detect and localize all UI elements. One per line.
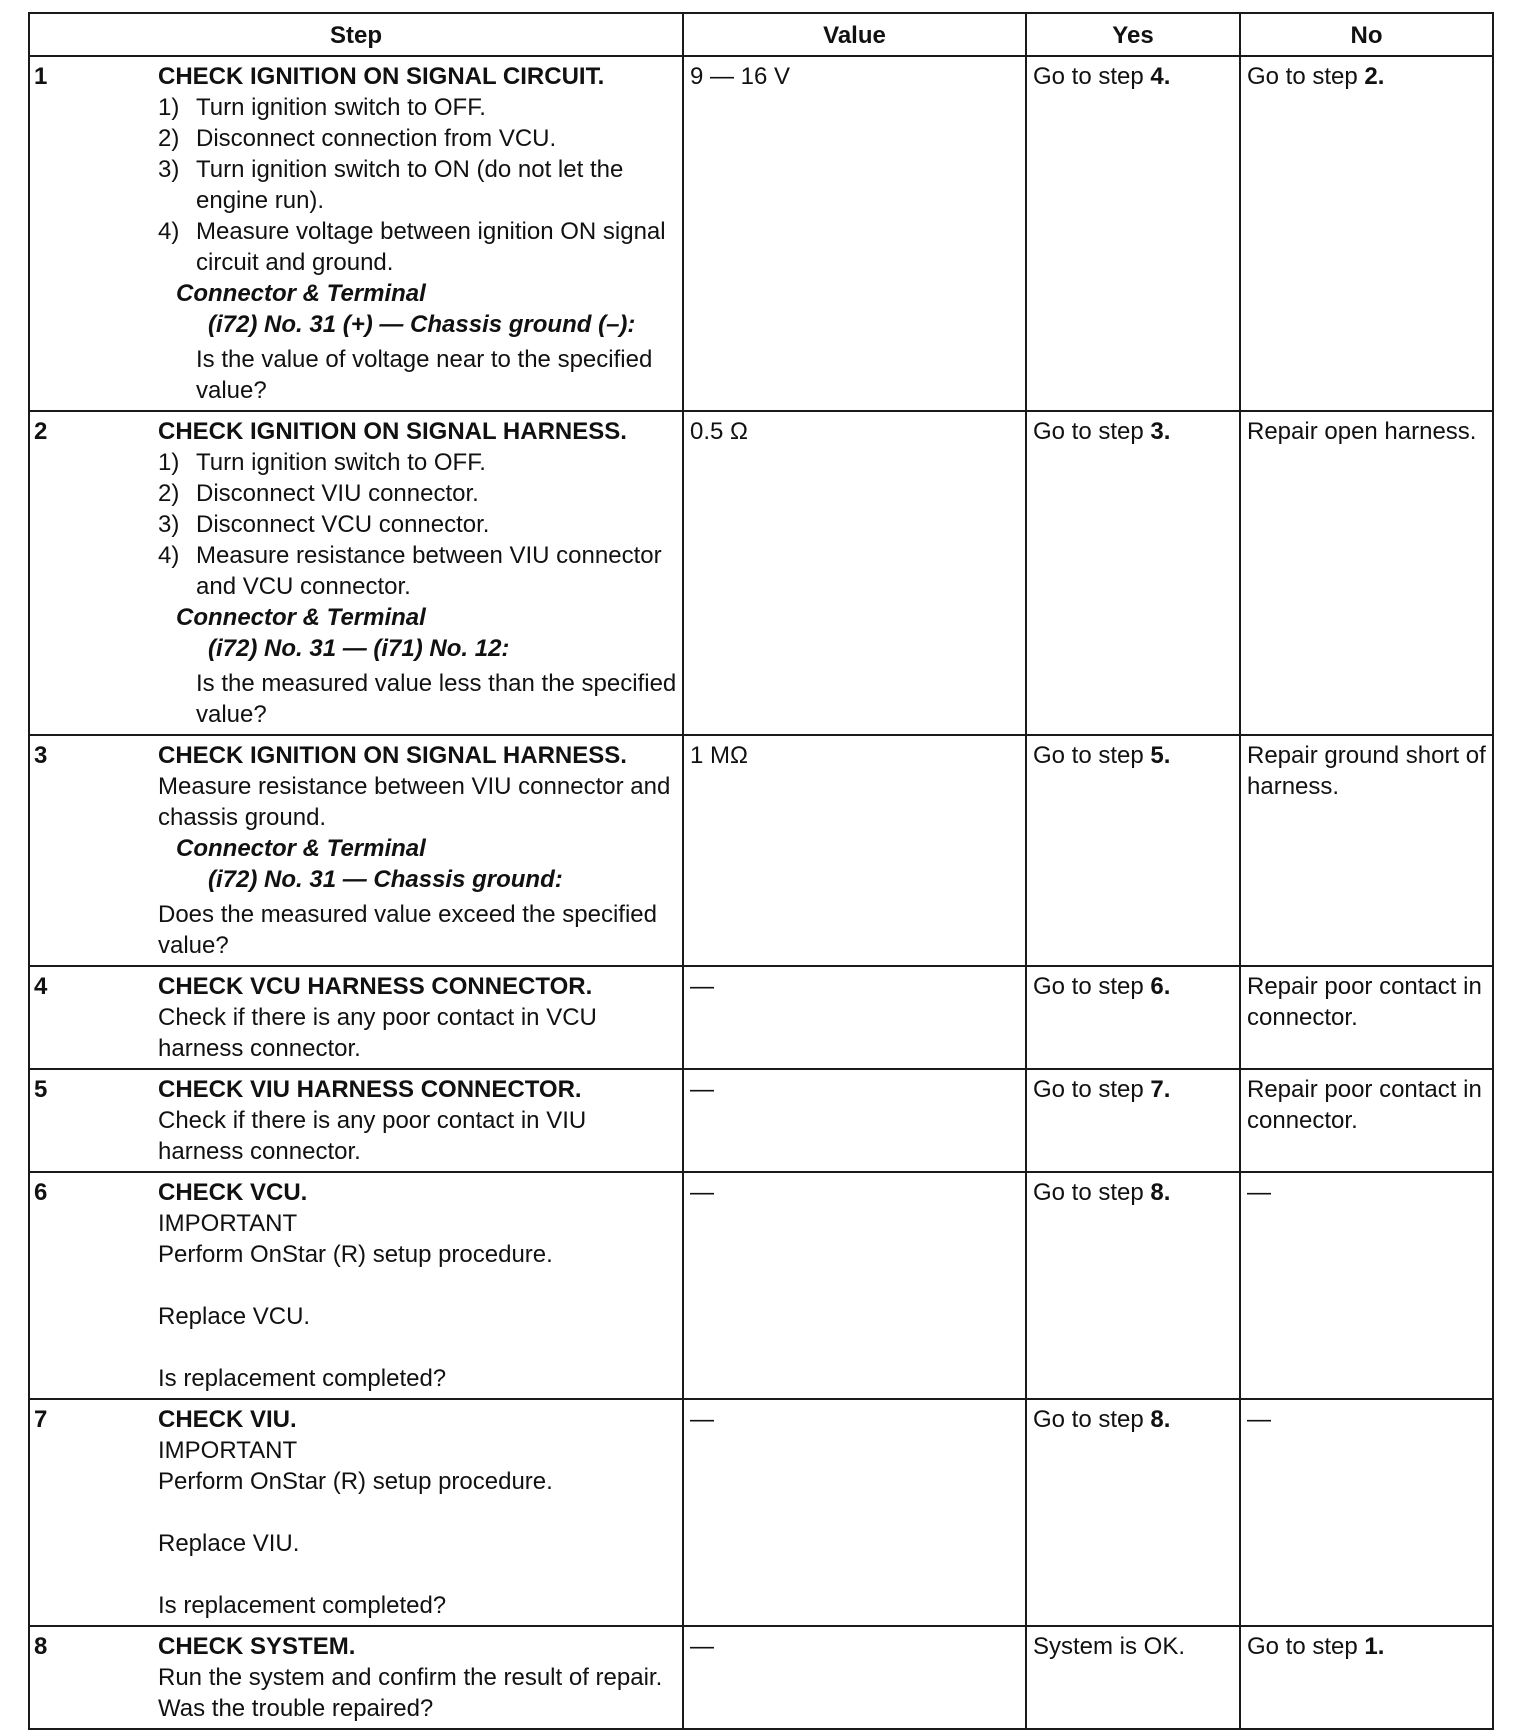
no-text: Repair poor contact in connector.: [1247, 973, 1482, 1031]
substep-text: Turn ignition switch to ON (do not let the engine run).: [196, 156, 624, 214]
no-text: —: [1247, 1179, 1271, 1206]
no-cell: [1240, 1626, 1493, 1729]
value-cell: 0.5 Ω: [683, 411, 1026, 735]
yes-step-ref: 3.: [1150, 418, 1171, 445]
substep-text: Measure voltage between ignition ON signal circuit and ground.: [196, 218, 666, 276]
substep-text: Turn ignition switch to OFF.: [196, 449, 486, 476]
substep: [158, 478, 678, 509]
no-text: Go to step: [1247, 63, 1365, 90]
step-line: Replace VIU.: [158, 1530, 300, 1557]
step-title: CHECK VIU.: [158, 1406, 297, 1433]
diagnostic-procedure-sheet: [28, 12, 1492, 1730]
substep-text: Disconnect connection from VCU.: [196, 125, 557, 152]
substep-number: 4): [158, 218, 180, 245]
table-row: [29, 735, 1493, 966]
step-line: Perform OnStar (R) setup procedure.: [158, 1241, 553, 1268]
connector-terminal-label: Connector & Terminal: [176, 835, 426, 862]
step-number: 8: [34, 1633, 48, 1660]
step-body: [158, 1404, 678, 1621]
no-cell: [1240, 1172, 1493, 1399]
step-number: 2: [34, 418, 48, 445]
step-question: Is the value of voltage near to the specified value?: [196, 346, 653, 404]
yes-text: Go to step: [1033, 1179, 1151, 1206]
no-text: Repair poor contact in connector.: [1247, 1076, 1482, 1134]
header-no: No: [1240, 13, 1493, 56]
step-body: [158, 61, 678, 406]
no-cell: [1240, 966, 1493, 1069]
step-title: CHECK VCU.: [158, 1179, 308, 1206]
connector-terminal-value: (i72) No. 31 — Chassis ground:: [208, 866, 563, 893]
step-title: CHECK IGNITION ON SIGNAL CIRCUIT.: [158, 63, 605, 90]
no-cell: [1240, 411, 1493, 735]
substep: [158, 123, 678, 154]
yes-cell: [1026, 411, 1240, 735]
yes-cell: [1026, 1626, 1240, 1729]
no-cell: [1240, 1399, 1493, 1626]
step-question: Is the measured value less than the specified value?: [196, 670, 677, 728]
step-number: 4: [34, 973, 48, 1000]
yes-cell: [1026, 56, 1240, 411]
substep: [158, 509, 678, 540]
yes-cell: [1026, 1399, 1240, 1626]
substep-number: 3): [158, 511, 180, 538]
yes-cell: [1026, 1069, 1240, 1172]
table-row: [29, 1069, 1493, 1172]
value-cell: 1 MΩ: [683, 735, 1026, 966]
step-line: Perform OnStar (R) setup procedure.: [158, 1468, 553, 1495]
connector-terminal-value: (i72) No. 31 — (i71) No. 12:: [208, 635, 510, 662]
yes-text: Go to step: [1033, 973, 1151, 1000]
step-body: [158, 416, 678, 730]
table-row: [29, 966, 1493, 1069]
header-yes: Yes: [1026, 13, 1240, 56]
step-title: CHECK VIU HARNESS CONNECTOR.: [158, 1076, 582, 1103]
substep: [158, 540, 678, 602]
step-cell: [29, 1069, 683, 1172]
yes-step-ref: 4.: [1150, 63, 1171, 90]
step-body: [158, 1074, 678, 1167]
step-number: 6: [34, 1179, 48, 1206]
step-description: Check if there is any poor contact in VCU harness connector.: [158, 1004, 597, 1062]
substep-text: Disconnect VIU connector.: [196, 480, 479, 507]
substep-number: 1): [158, 94, 180, 121]
step-description: Check if there is any poor contact in VIU harness connector.: [158, 1107, 587, 1165]
substep: [158, 154, 678, 216]
substep-text: Turn ignition switch to OFF.: [196, 94, 486, 121]
diagnostic-table: [28, 12, 1494, 1730]
step-number: 3: [34, 742, 48, 769]
yes-text: Go to step: [1033, 1076, 1151, 1103]
no-step-ref: 2.: [1364, 63, 1385, 90]
substep-number: 3): [158, 156, 180, 183]
step-description: Run the system and confirm the result of repair. Was the trouble repaired?: [158, 1664, 663, 1722]
connector-terminal-label: Connector & Terminal: [176, 280, 426, 307]
step-cell: [29, 411, 683, 735]
important-label: IMPORTANT: [158, 1437, 298, 1464]
yes-step-ref: 8.: [1150, 1179, 1171, 1206]
step-body: [158, 1631, 678, 1724]
no-step-ref: 1.: [1364, 1633, 1385, 1660]
no-text: Repair open harness.: [1247, 418, 1477, 445]
step-title: CHECK IGNITION ON SIGNAL HARNESS.: [158, 742, 627, 769]
value-cell: —: [683, 966, 1026, 1069]
yes-text: Go to step: [1033, 63, 1151, 90]
step-title: CHECK IGNITION ON SIGNAL HARNESS.: [158, 418, 627, 445]
substep-text: Disconnect VCU connector.: [196, 511, 490, 538]
important-label: IMPORTANT: [158, 1210, 298, 1237]
table-row: [29, 1172, 1493, 1399]
no-text: —: [1247, 1406, 1271, 1433]
table-row: [29, 1626, 1493, 1729]
step-question: Does the measured value exceed the specified value?: [158, 901, 657, 959]
no-cell: [1240, 1069, 1493, 1172]
value-cell: 9 — 16 V: [683, 56, 1026, 411]
step-title: CHECK SYSTEM.: [158, 1633, 356, 1660]
step-description: Measure resistance between VIU connector and chassis ground.: [158, 773, 671, 831]
yes-cell: [1026, 1172, 1240, 1399]
value-cell: —: [683, 1399, 1026, 1626]
header-step: Step: [29, 13, 683, 56]
value-cell: —: [683, 1172, 1026, 1399]
substep: [158, 447, 678, 478]
step-question: Is replacement completed?: [158, 1592, 447, 1619]
yes-cell: [1026, 966, 1240, 1069]
substep-text: Measure resistance between VIU connector and VCU connector.: [196, 542, 662, 600]
no-text: Go to step: [1247, 1633, 1365, 1660]
step-cell: [29, 966, 683, 1069]
step-body: [158, 740, 678, 961]
substep-number: 2): [158, 125, 180, 152]
table-row: [29, 56, 1493, 411]
substep-number: 4): [158, 542, 180, 569]
no-cell: [1240, 735, 1493, 966]
step-number: 1: [34, 63, 48, 90]
value-cell: —: [683, 1069, 1026, 1172]
substep: [158, 92, 678, 123]
substep: [158, 216, 678, 278]
substep-number: 2): [158, 480, 180, 507]
value-cell: —: [683, 1626, 1026, 1729]
yes-text: System is OK.: [1033, 1633, 1186, 1660]
step-question: Is replacement completed?: [158, 1365, 447, 1392]
step-cell: [29, 1626, 683, 1729]
step-body: [158, 971, 678, 1064]
step-number: 7: [34, 1406, 48, 1433]
substep-number: 1): [158, 449, 180, 476]
no-text: Repair ground short of harness.: [1247, 742, 1486, 800]
table-row: [29, 1399, 1493, 1626]
yes-step-ref: 5.: [1150, 742, 1171, 769]
connector-terminal-label: Connector & Terminal: [176, 604, 426, 631]
step-cell: [29, 735, 683, 966]
yes-text: Go to step: [1033, 1406, 1151, 1433]
yes-text: Go to step: [1033, 742, 1151, 769]
yes-step-ref: 6.: [1150, 973, 1171, 1000]
step-number: 5: [34, 1076, 48, 1103]
step-cell: [29, 1172, 683, 1399]
yes-step-ref: 8.: [1150, 1406, 1171, 1433]
yes-text: Go to step: [1033, 418, 1151, 445]
step-body: [158, 1177, 678, 1394]
header-value: Value: [683, 13, 1026, 56]
yes-cell: [1026, 735, 1240, 966]
no-cell: [1240, 56, 1493, 411]
table-header-row: [29, 13, 1493, 56]
table-row: [29, 411, 1493, 735]
step-line: Replace VCU.: [158, 1303, 311, 1330]
connector-terminal-value: (i72) No. 31 (+) — Chassis ground (–):: [208, 311, 636, 338]
step-cell: [29, 1399, 683, 1626]
step-title: CHECK VCU HARNESS CONNECTOR.: [158, 973, 593, 1000]
yes-step-ref: 7.: [1150, 1076, 1171, 1103]
step-cell: [29, 56, 683, 411]
